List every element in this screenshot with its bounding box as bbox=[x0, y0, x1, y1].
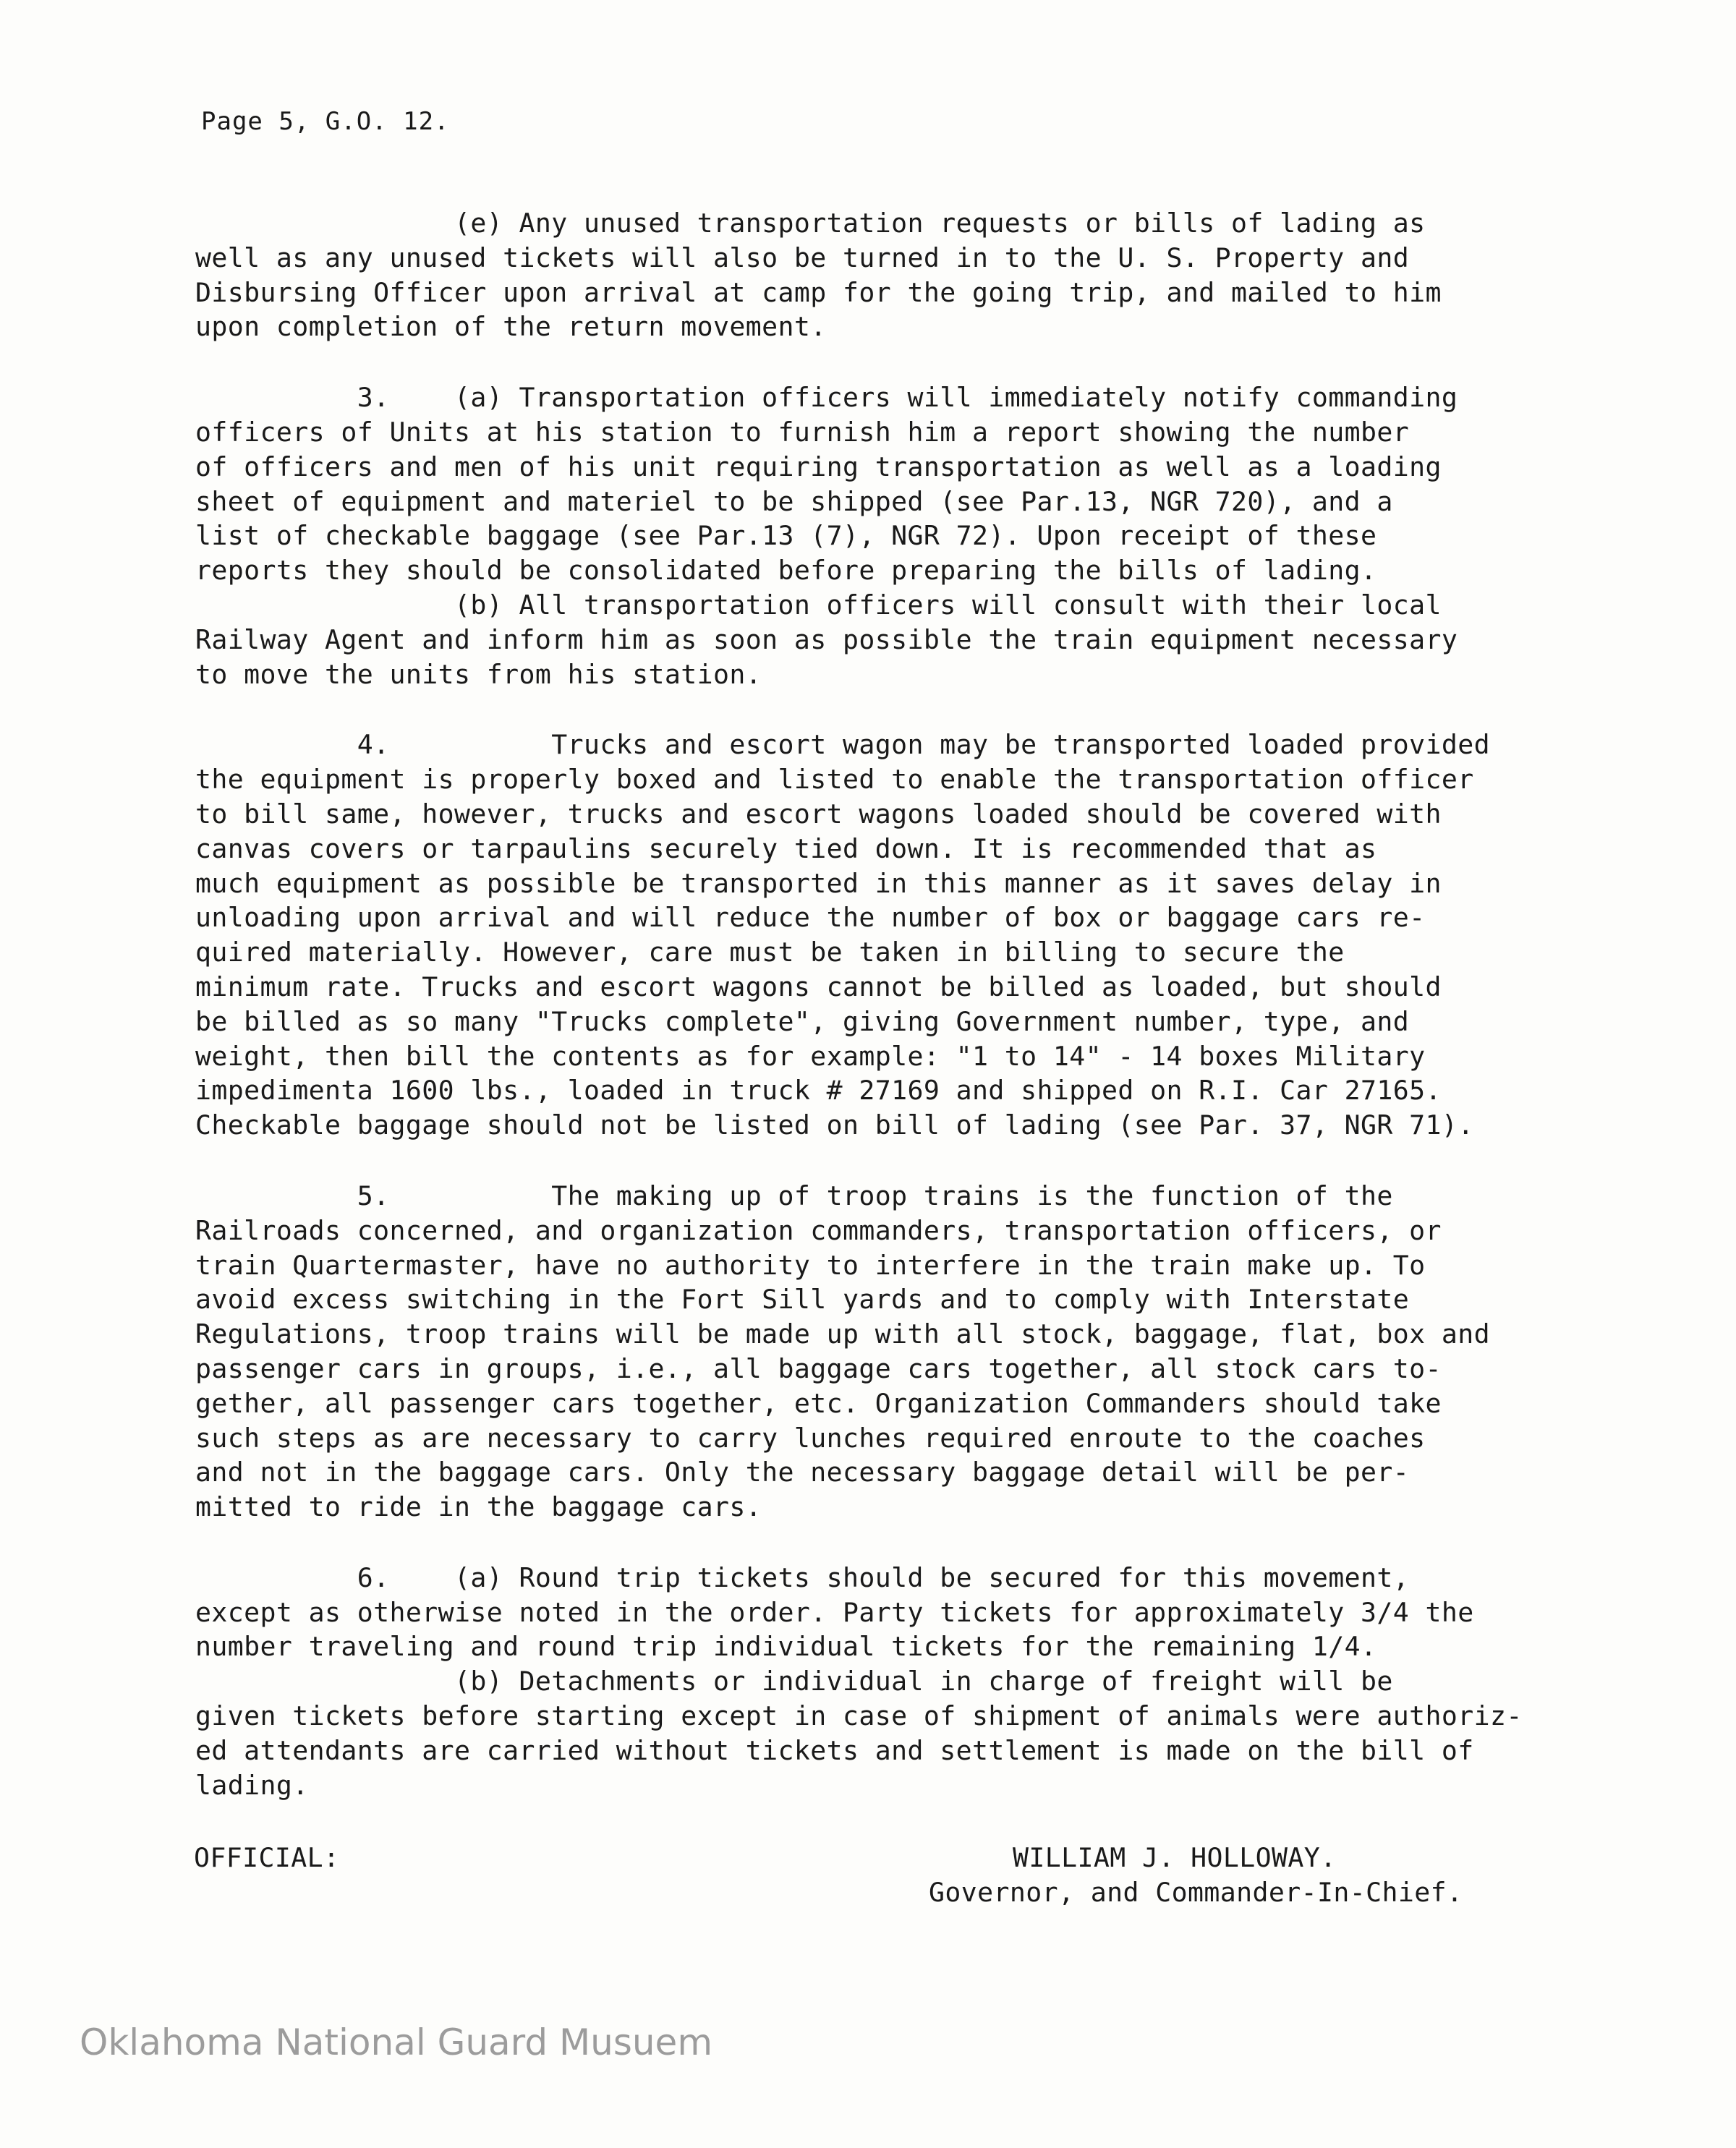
signatory-name: WILLIAM J. HOLLOWAY. bbox=[1013, 1842, 1337, 1873]
text-line: avoid excess switching in the Fort Sill yards and to comply with Interstate bbox=[195, 1284, 1410, 1316]
text-line: (e) Any unused transportation requests or bills of lading as bbox=[195, 208, 1426, 239]
page-header: Page 5, G.O. 12. bbox=[201, 107, 450, 136]
text-line: officers of Units at his station to furnish him a report showing the number bbox=[195, 416, 1410, 448]
paragraph-2e bbox=[195, 206, 1613, 344]
text-line: (b) Detachments or individual in charge of freight will be bbox=[195, 1666, 1393, 1697]
text-line: the equipment is properly boxed and listed to enable the transportation officer bbox=[195, 764, 1474, 796]
text-line: lading. bbox=[195, 1769, 309, 1801]
signatory-title: Governor, and Commander-In-Chief. bbox=[929, 1877, 1463, 1908]
text-line: train Quartermaster, have no authority to interfere in the train make up. To bbox=[195, 1249, 1426, 1281]
text-line: Railway Agent and inform him as soon as possible the train equipment necessary bbox=[195, 623, 1458, 655]
text-line: Disbursing Officer upon arrival at camp for the going trip, and mailed to him bbox=[195, 276, 1442, 308]
text-line: sheet of equipment and materiel to be shipped (see Par.13, NGR 720), and a bbox=[195, 485, 1393, 517]
text-line: impedimenta 1600 lbs., loaded in truck # 27169 and shipped on R.I. Car 27165. bbox=[195, 1075, 1442, 1107]
text-line: canvas covers or tarpaulins securely tied down. It is recommended that as bbox=[195, 832, 1377, 864]
text-line: ed attendants are carried without tickets and settlement is made on the bill of bbox=[195, 1734, 1474, 1766]
text-line: except as otherwise noted in the order. Party tickets for approximately 3/4 the bbox=[195, 1596, 1474, 1628]
text-line: to bill same, however, trucks and escort wagons loaded should be covered with bbox=[195, 798, 1442, 830]
text-line: Railroads concerned, and organization commanders, transportation officers, or bbox=[195, 1214, 1442, 1246]
text-line: much equipment as possible be transported in this manner as it saves delay in bbox=[195, 867, 1442, 899]
text-line: number traveling and round trip individual tickets for the remaining 1/4. bbox=[195, 1631, 1377, 1663]
text-line: to move the units from his station. bbox=[195, 658, 762, 690]
text-line: unloading upon arrival and will reduce the number of box or baggage cars re- bbox=[195, 902, 1426, 934]
text-line: such steps as are necessary to carry lunches required enroute to the coaches bbox=[195, 1422, 1426, 1454]
text-line: given tickets before starting except in case of shipment of animals were authoriz- bbox=[195, 1700, 1523, 1732]
text-line: (b) All transportation officers will consult with their local bbox=[195, 589, 1442, 621]
text-line: and not in the baggage cars. Only the necessary baggage detail will be per- bbox=[195, 1457, 1410, 1488]
paragraph-4 bbox=[195, 728, 1613, 1143]
text-line: Checkable baggage should not be listed on bill of lading (see Par. 37, NGR 71). bbox=[195, 1109, 1474, 1141]
text-line: well as any unused tickets will also be turned in to the U. S. Property and bbox=[195, 242, 1410, 273]
museum-watermark: Oklahoma National Guard Musuem bbox=[80, 2021, 713, 2063]
document-body bbox=[195, 206, 1613, 1838]
text-line: 6. (a) Round trip tickets should be secured for this movement, bbox=[195, 1561, 1410, 1593]
text-line: minimum rate. Trucks and escort wagons cannot be billed as loaded, but should bbox=[195, 971, 1442, 1002]
text-line: gether, all passenger cars together, etc. Organization Commanders should take bbox=[195, 1387, 1442, 1419]
text-line: quired materially. However, care must be taken in billing to secure the bbox=[195, 937, 1345, 968]
text-line: list of checkable baggage (see Par.13 (7), NGR 72). Upon receipt of these bbox=[195, 520, 1377, 552]
paragraph-3 bbox=[195, 380, 1613, 691]
paragraph-5 bbox=[195, 1179, 1613, 1525]
text-line: of officers and men of his unit requiring transportation as well as a loading bbox=[195, 451, 1442, 482]
text-line: 4. Trucks and escort wagon may be transported loaded provided bbox=[195, 729, 1490, 761]
text-line: weight, then bill the contents as for example: "1 to 14" - 14 boxes Military bbox=[195, 1040, 1426, 1072]
paragraph-6 bbox=[195, 1561, 1613, 1803]
text-line: Regulations, troop trains will be made up with all stock, baggage, flat, box and bbox=[195, 1318, 1490, 1350]
text-line: passenger cars in groups, i.e., all baggage cars together, all stock cars to- bbox=[195, 1352, 1442, 1384]
text-line: 3. (a) Transportation officers will immediately notify commanding bbox=[195, 382, 1458, 414]
text-line: mitted to ride in the baggage cars. bbox=[195, 1491, 762, 1523]
official-label: OFFICIAL: bbox=[194, 1842, 340, 1873]
text-line: upon completion of the return movement. bbox=[195, 311, 827, 343]
text-line: 5. The making up of troop trains is the function of the bbox=[195, 1180, 1393, 1211]
text-line: be billed as so many "Trucks complete", giving Government number, type, and bbox=[195, 1005, 1410, 1037]
text-line: reports they should be consolidated before preparing the bills of lading. bbox=[195, 555, 1377, 587]
